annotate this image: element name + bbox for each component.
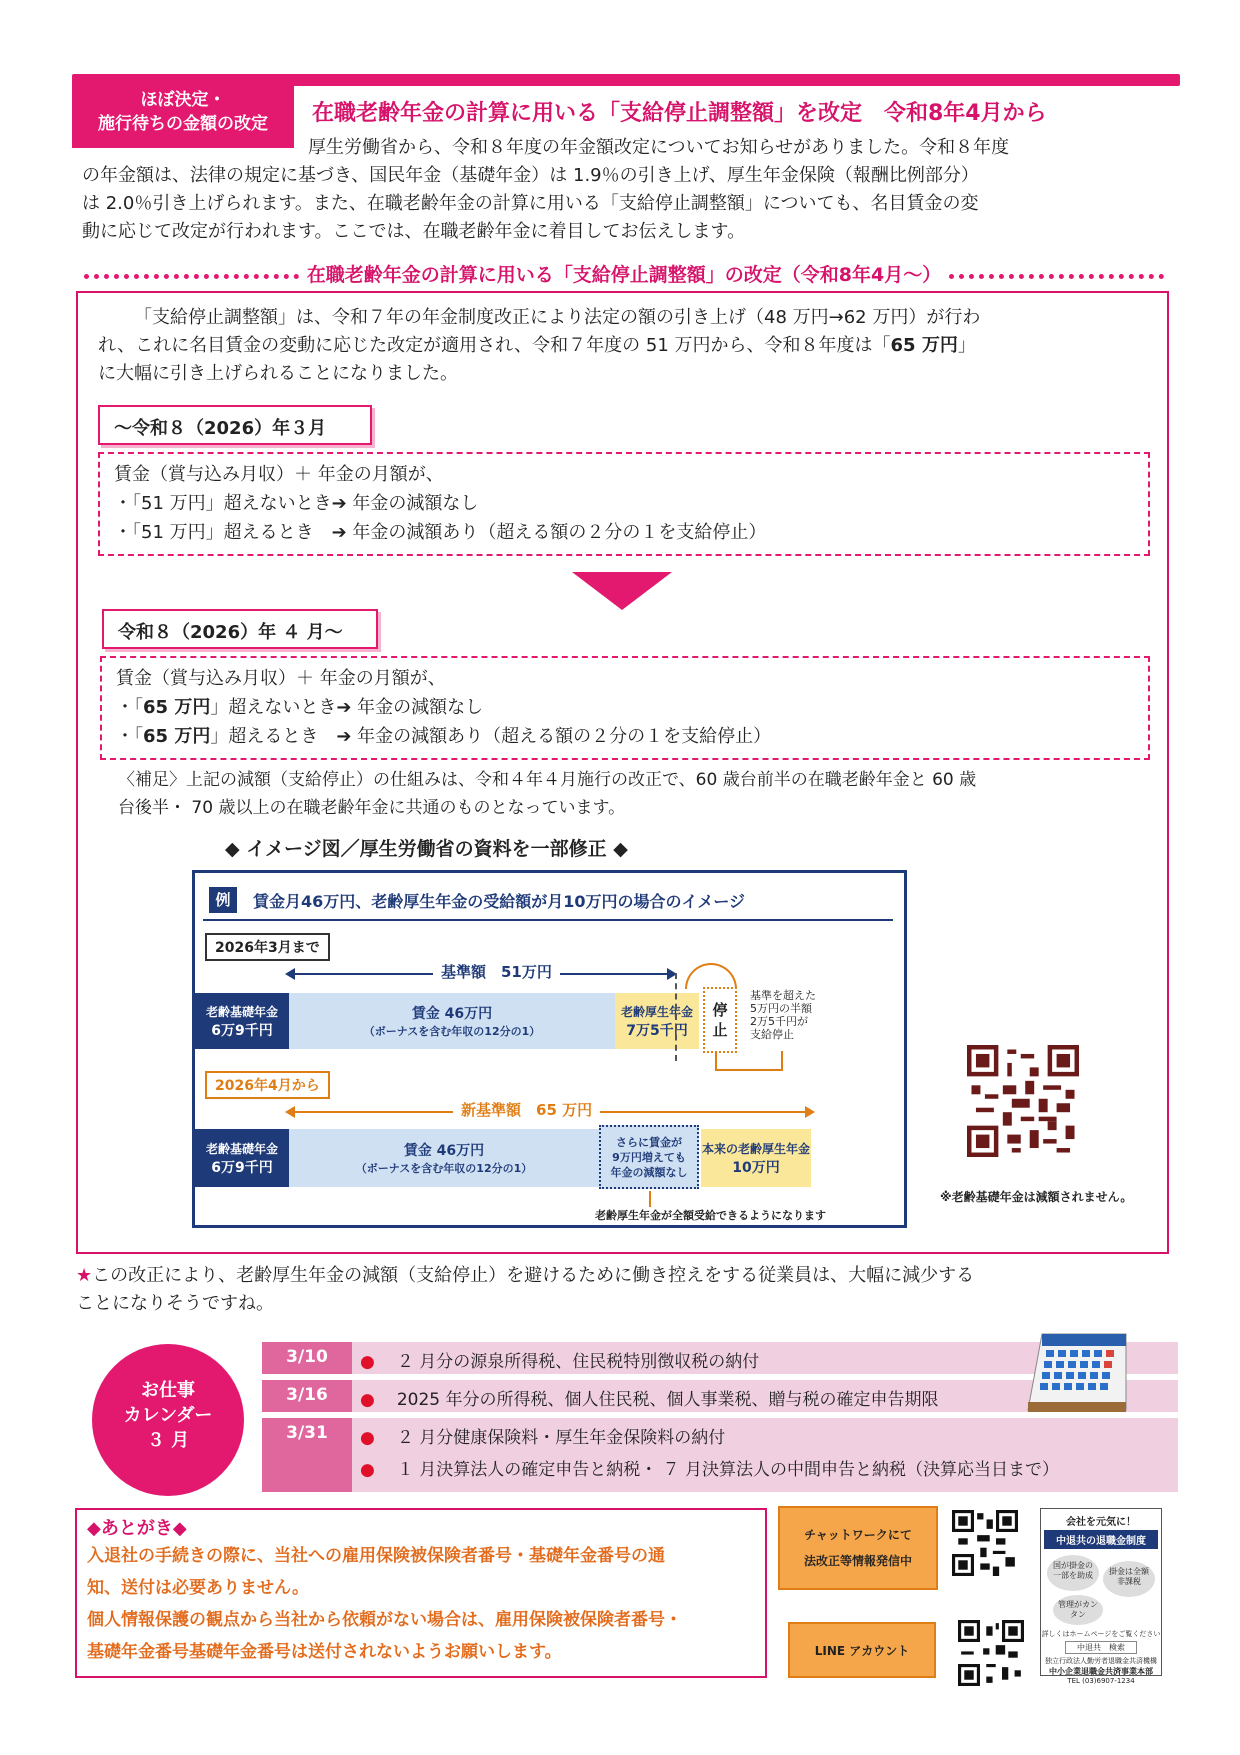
kosei-segment — [615, 993, 699, 1049]
chingin-segment — [289, 1129, 599, 1187]
calendar-row — [262, 1418, 1178, 1492]
taikin-top: 会社を元気に！ — [1066, 1517, 1136, 1528]
bullet-icon: ● — [360, 1352, 375, 1372]
segment-label: 老齢厚生年金 — [620, 1004, 693, 1019]
teishi-segment — [703, 987, 737, 1053]
calendar-icon — [1022, 1330, 1132, 1414]
rule-condition: 」超えないとき — [210, 697, 337, 718]
limit-line — [675, 973, 677, 1061]
segment-value: 6万9千円 — [211, 1022, 273, 1039]
rule-box-before — [98, 452, 1150, 556]
segment-label: 9万円増えても — [612, 1150, 686, 1164]
pension-diagram — [192, 870, 907, 1228]
calendar-item — [360, 1423, 1178, 1455]
honrai-segment — [701, 1129, 811, 1187]
arrow-left-icon — [285, 968, 295, 980]
note-line: 5万円の半額 — [750, 1002, 812, 1015]
star-icon: ★ — [76, 1265, 93, 1286]
segment-note: （ボーナスを含む年収の12分の1） — [355, 1162, 533, 1175]
section-title-text: 在職老齢年金の計算に用いる「支給停止調整額」の改定（令和8年4月～） — [306, 263, 942, 286]
calendar-item — [360, 1455, 1178, 1487]
note-line: 基準を超えた — [750, 989, 816, 1002]
afterword-box — [75, 1508, 767, 1678]
taikin-bubble: 管理がカンタン — [1053, 1595, 1103, 1625]
rule-result: ➔ 年金の減額あり（超える額の２分の１を支給停止） — [331, 522, 767, 543]
star-note-line — [76, 1262, 1186, 1290]
afterword-title: ◆あとがき◆ — [87, 1518, 187, 1539]
badge-line: ３ 月 — [146, 1430, 190, 1451]
afterword-line: 基礎年金番号基礎年金番号は送付されないようお願いします。 — [87, 1642, 562, 1662]
segment-label: 老齢基礎年金 — [205, 1004, 278, 1019]
note-line: 支給停止 — [750, 1028, 794, 1041]
segment-value: 10万円 — [732, 1159, 780, 1176]
kiso-segment — [195, 993, 289, 1049]
afterword-line: 知、送付は必要ありません。 — [87, 1578, 310, 1598]
kiso-segment — [195, 1129, 289, 1187]
afterword-line: 個人情報保護の観点から当社から依頼がない場合は、雇用保険被保険者番号・ — [87, 1610, 682, 1630]
line-account-link[interactable]: LINE アカウント — [788, 1622, 936, 1678]
calendar-badge — [92, 1344, 244, 1496]
status-tag-line1: ほぼ決定・ — [140, 90, 226, 110]
rule-lead: 賃金（賞与込み月収）＋ 年金の月額が、 — [114, 464, 444, 485]
taikin-bubbles — [1041, 1551, 1161, 1629]
taikin-search: 中退共 検索 — [1065, 1641, 1137, 1654]
qr-note: ※老齢基礎年金は減額されません。 — [940, 1190, 1133, 1204]
taikin-org: 独立行政法人勤労者退職金共済機構 — [1045, 1657, 1157, 1665]
qr-code-icon[interactable] — [967, 1045, 1079, 1157]
segment-value: 6万9千円 — [211, 1159, 273, 1176]
intro-paragraph — [82, 134, 1172, 246]
section-title — [84, 262, 1164, 284]
chatwork-label: チャットワークにて — [804, 1528, 912, 1542]
page-title: 在職老齢年金の計算に用いる「支給停止調整額」を改定 令和8年4月から — [312, 101, 1047, 126]
supplement-note — [118, 766, 1158, 822]
taikin-bubble: 掛金は全額非課税 — [1103, 1561, 1155, 1597]
diagram-footer: 老齢厚生年金が全額受給できるようになります — [595, 1209, 826, 1222]
intro-line: の年金額は、法律の規定に基づき、国民年金（基礎年金）は 1.9％の引き上げ、厚生年金保険（報酬比例部分） — [82, 165, 979, 186]
calendar-item-text: １ 月決算法人の確定申告と納税・ ７ 月決算法人の中間申告と納税（決算応当日まで） — [396, 1460, 1060, 1480]
taikin-org: 中小企業退職金共済事業本部 — [1049, 1667, 1153, 1676]
calendar-date: 3/31 — [262, 1418, 352, 1492]
bullet-icon: ● — [360, 1390, 375, 1410]
body-line: に大幅に引き上げられることになりました。 — [98, 363, 458, 384]
segment-note: （ボーナスを含む年収の12分の1） — [363, 1025, 541, 1038]
taikin-tel: TEL (03)6907-1234 — [1067, 1677, 1135, 1685]
body-line — [98, 332, 1158, 360]
badge-line: お仕事 — [141, 1380, 195, 1401]
rule-row — [114, 489, 1134, 518]
rule-lead: 賃金（賞与込み月収）＋ 年金の月額が、 — [116, 668, 446, 689]
afterword-line: 入退社の手続きの際に、当社への雇用保険被保険者番号・基礎年金番号の通 — [87, 1546, 665, 1566]
rule-result: ➔ 年金の減額あり（超える額の２分の１を支給停止） — [336, 726, 772, 747]
bullet-icon: ● — [360, 1428, 375, 1448]
rule-emphasis: 65 万円 — [143, 697, 211, 718]
diagram-divider — [203, 919, 893, 921]
intro-line: は 2.0％引き上げられます。また、在職老齢年金の計算に用いる「支給停止調整額」についても、名目賃金の変 — [82, 193, 979, 214]
diagram-title: 賃金月46万円、老齢厚生年金の受給額が月10万円の場合のイメージ — [253, 892, 746, 911]
extra-segment — [599, 1125, 699, 1189]
rule-row — [114, 518, 1134, 547]
chingin-segment — [289, 993, 615, 1049]
body-text: れ、これに名目賃金の変動に応じた改定が適用され、令和７年度の 51 万円から、令和８年度は「 — [98, 335, 891, 356]
calendar-date: 3/10 — [262, 1342, 352, 1374]
segment-label: 年金の減額なし — [610, 1165, 688, 1179]
chatwork-label: 法改正等情報発信中 — [803, 1554, 912, 1568]
calendar-item-text: ２ 月分健康保険料・厚生年金保険料の納付 — [396, 1428, 726, 1448]
rule-result: ➔ 年金の減額なし — [336, 697, 484, 718]
calendar-date: 3/16 — [262, 1380, 352, 1412]
kijun-label: 基準額 51万円 — [433, 961, 560, 982]
star-note-text: この改正により、老齢厚生年金の減額（支給停止）を避けるために働き控えをする従業員は、大幅に減少する — [92, 1265, 975, 1286]
rule-condition: ・「51 万円」超えないとき — [114, 493, 332, 514]
arrow-left-icon — [285, 1106, 295, 1118]
teishi-bracket — [685, 963, 737, 989]
segment-label: 停 — [712, 1001, 728, 1019]
segment-value: 7万5千円 — [626, 1022, 688, 1039]
rule-result: ➔ 年金の減額なし — [331, 493, 479, 514]
rule-condition: ・「 — [116, 726, 143, 747]
note-line: 2万5千円が — [750, 1015, 808, 1028]
badge-line: カレンダー — [123, 1405, 213, 1426]
rule-condition: 」超えるとき — [210, 726, 337, 747]
segment-label: 本来の老齢厚生年金 — [701, 1141, 810, 1156]
image-title: ◆ イメージ図／厚生労働省の資料を一部修正 ◆ — [225, 838, 628, 860]
body-emphasis: 65 万円 — [890, 335, 958, 356]
body-paragraph — [98, 304, 1158, 388]
arrow-right-icon — [805, 1106, 815, 1118]
body-line: 「支給停止調整額」は、令和７年の年金制度改正により法定の額の引き上げ（48 万円→62 万円）が行わ — [134, 307, 981, 328]
segment-label: 止 — [712, 1021, 728, 1039]
supplement-line: 台後半・ 70 歳以上の在職老齢年金に共通のものとなっています。 — [118, 798, 626, 818]
new-kijun-label: 新基準額 65 万円 — [453, 1099, 600, 1120]
line-qr-icon[interactable] — [958, 1620, 1024, 1686]
note-connector — [715, 1069, 783, 1071]
segment-label: さらに賃金が — [616, 1135, 682, 1149]
segment-label: 賃金 46万円 — [411, 1006, 493, 1022]
dotted-rule — [84, 274, 299, 279]
rule-box-after — [100, 656, 1150, 760]
calendar-items — [352, 1418, 1178, 1492]
segment-label: 賃金 46万円 — [403, 1143, 485, 1159]
after-label: 2026年4月から — [205, 1071, 330, 1099]
rule-condition: ・「 — [116, 697, 143, 718]
calendar-item-text: ２ 月分の源泉所得税、住民税特別徴収税の納付 — [396, 1352, 760, 1372]
body-text: 」 — [957, 335, 976, 356]
dotted-rule — [949, 274, 1164, 279]
intro-line: 厚生労働省から、令和８年度の年金額改定についてお知らせがありました。令和８年度 — [308, 137, 1010, 158]
status-tag-line2: 施行待ちの金額の改定 — [98, 114, 268, 134]
star-note-line: ことになりそうですね。 — [76, 1293, 274, 1314]
rule-row — [116, 693, 1134, 722]
rule-condition: ・「51 万円」超えるとき — [114, 522, 332, 543]
period-label-before: ～令和８（2026）年３月 — [98, 405, 372, 445]
taikin-title: 中退共の退職金制度 — [1044, 1530, 1158, 1549]
before-label: 2026年3月まで — [205, 933, 330, 961]
taikin-small: 詳しくはホームページをご覧ください — [1041, 1630, 1161, 1638]
bullet-icon: ● — [360, 1460, 375, 1480]
example-badge: 例 — [209, 887, 237, 913]
down-connector — [649, 1191, 651, 1207]
period-label-after: 令和８（2026）年 ４ 月～ — [102, 609, 378, 649]
chatwork-qr-icon[interactable] — [952, 1510, 1018, 1576]
intro-line: 動に応じて改定が行われます。ここでは、在職老齢年金に着目してお伝えします。 — [82, 221, 746, 242]
taikin-banner[interactable] — [1040, 1508, 1162, 1685]
note-connector — [781, 1051, 783, 1071]
teishi-note — [750, 989, 816, 1041]
calendar-item-text: 2025 年分の所得税、個人住民税、個人事業税、贈与税の確定申告期限 — [396, 1390, 939, 1410]
segment-label: 老齢基礎年金 — [205, 1141, 278, 1156]
rule-row — [116, 722, 1134, 751]
down-arrow-icon — [572, 572, 672, 610]
supplement-line: 〈補足〉上記の減額（支給停止）の仕組みは、令和４年４月施行の改正で、60 歳台前半の在職老齢年金と 60 歳 — [118, 770, 977, 790]
rule-emphasis: 65 万円 — [143, 726, 211, 747]
star-note — [76, 1262, 1186, 1318]
chatwork-link[interactable] — [778, 1506, 938, 1590]
taikin-bubble: 国が掛金の一部を助成 — [1047, 1555, 1099, 1591]
